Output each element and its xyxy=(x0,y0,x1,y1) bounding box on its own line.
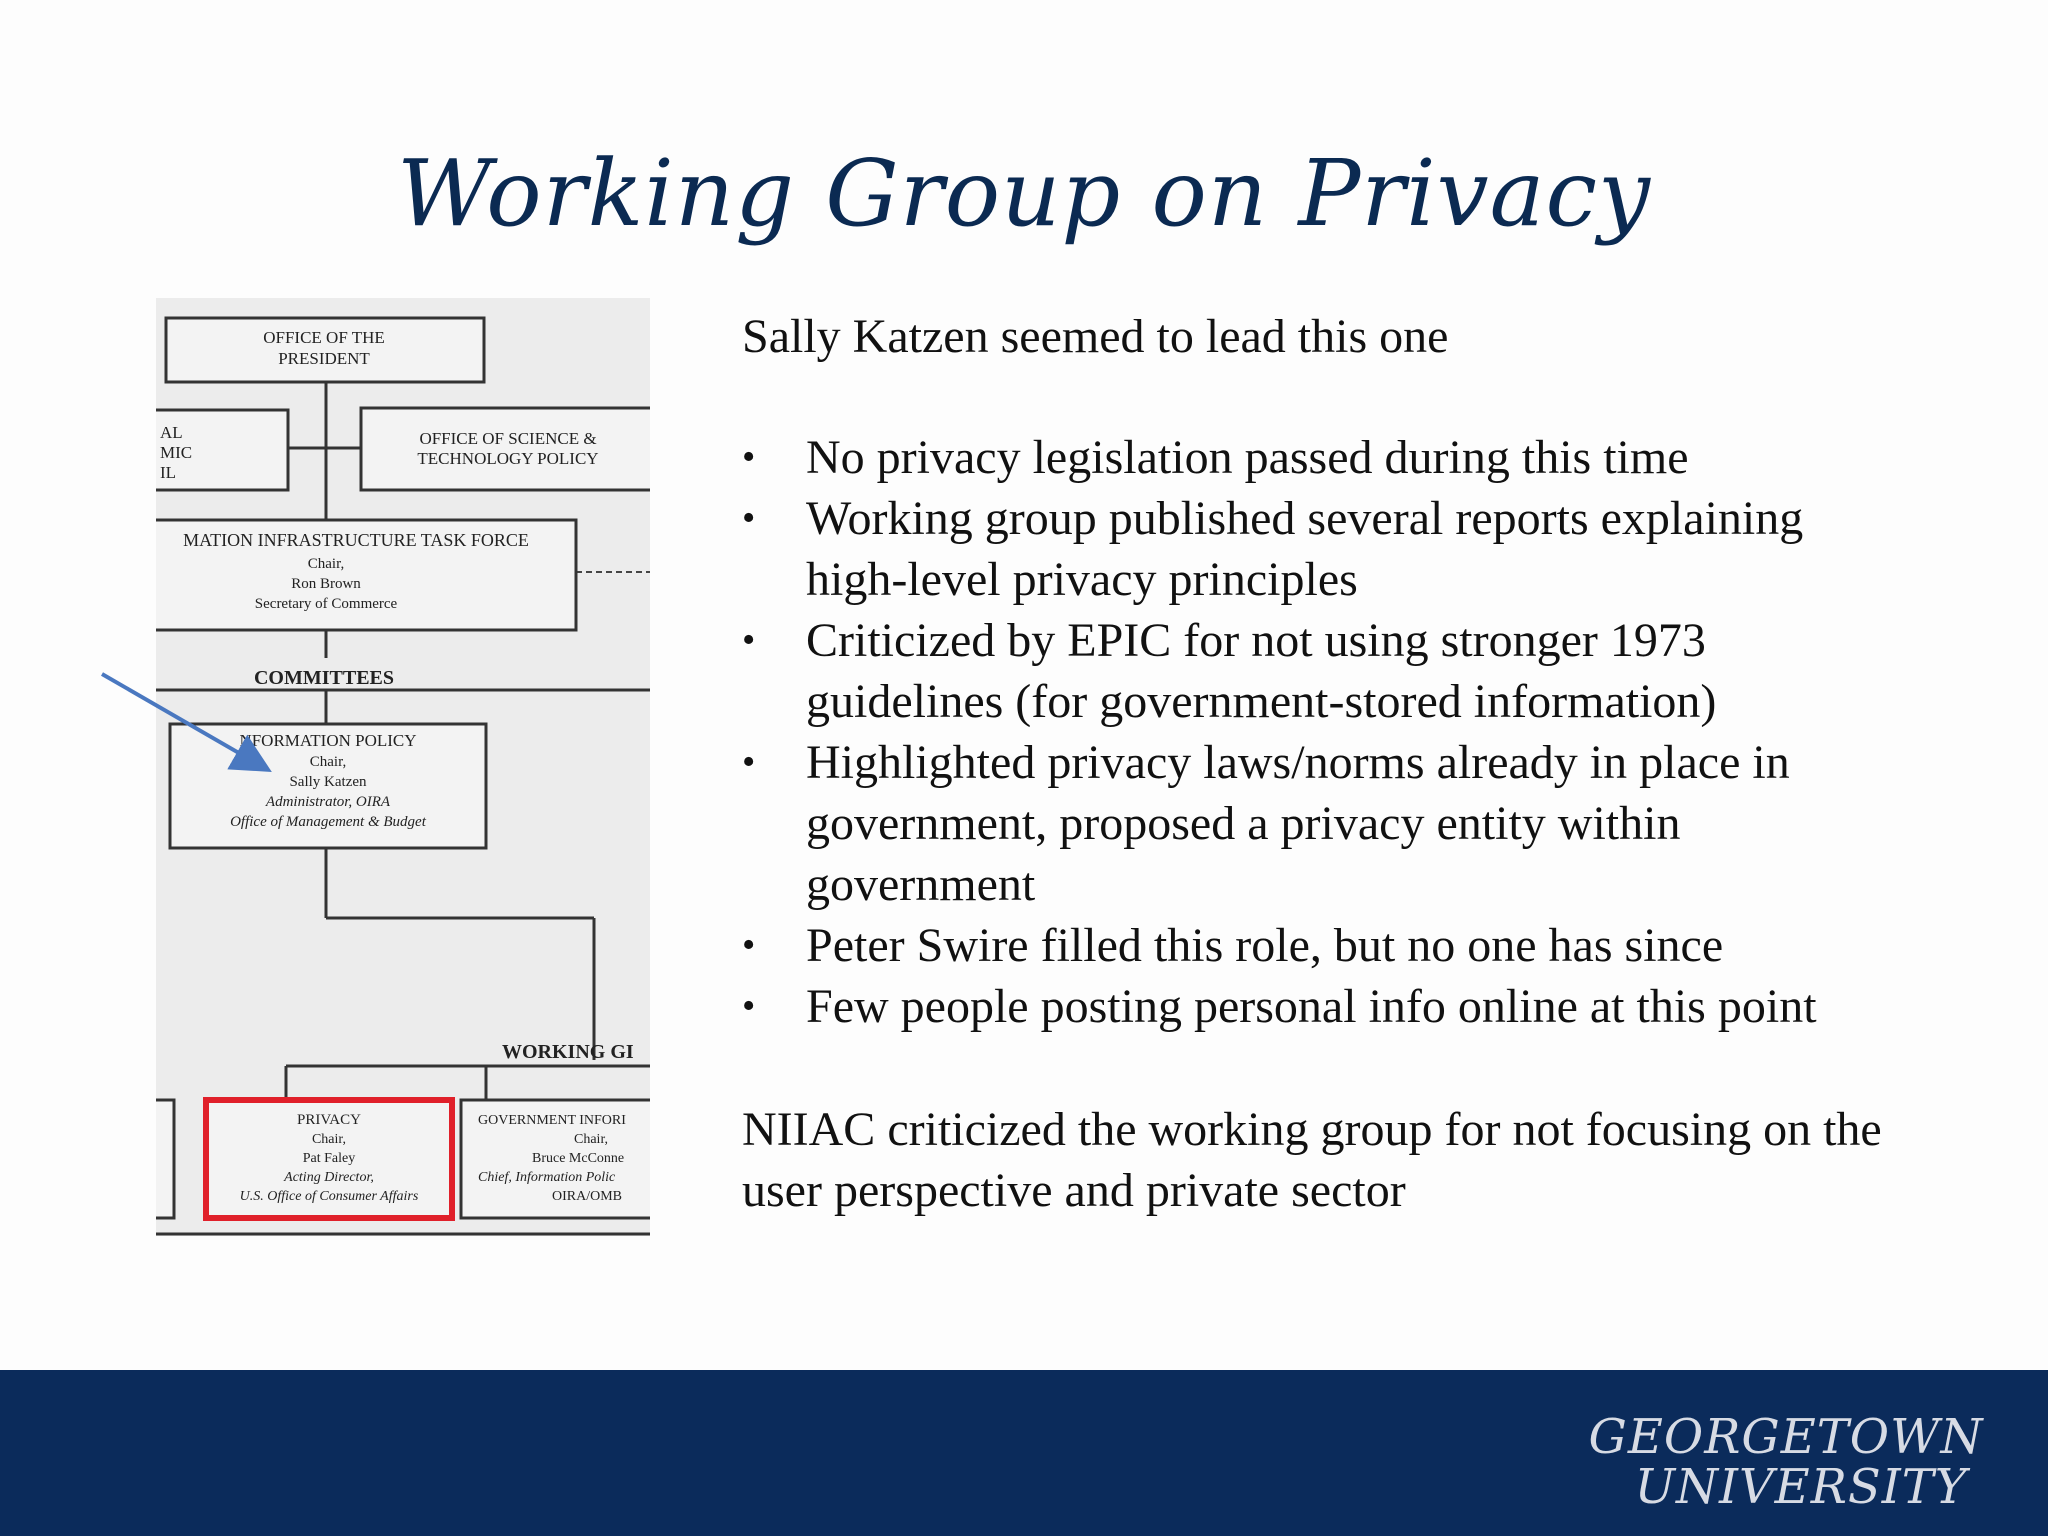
privacy-chair: Chair, xyxy=(311,1132,347,1147)
info-policy-name: Sally Katzen xyxy=(289,774,367,790)
partial-line1: AL xyxy=(160,423,183,442)
pointer-arrow-icon xyxy=(90,660,310,780)
lead-text: Sally Katzen seemed to lead this one xyxy=(742,310,1449,363)
bullet-item xyxy=(742,610,1902,732)
gov-info-title: GOVERNMENT INFORI xyxy=(478,1113,626,1128)
gov-info-chair: Chair, xyxy=(574,1132,609,1147)
privacy-title: PRIVACY xyxy=(297,1112,361,1128)
iitf-role: Secretary of Commerce xyxy=(254,596,398,612)
info-policy-title: NFORMATION POLICY xyxy=(239,731,417,750)
committees-label: COMMITTEES xyxy=(253,667,395,689)
bullet-dot: • xyxy=(742,619,756,661)
bullet-item xyxy=(742,427,1902,488)
bullet-dot: • xyxy=(742,741,756,783)
partial-line3: IL xyxy=(160,463,177,482)
bullet-item xyxy=(742,976,1902,1037)
iitf-chair: Chair, xyxy=(307,556,345,572)
footer-bar xyxy=(0,1370,2048,1536)
gov-info-org: OIRA/OMB xyxy=(552,1189,623,1204)
info-policy-org: Office of Management & Budget xyxy=(230,814,426,830)
bullet-dot: • xyxy=(742,436,756,478)
ostp-line1: OFFICE OF SCIENCE & xyxy=(419,429,597,448)
privacy-org: U.S. Office of Consumer Affairs xyxy=(239,1189,419,1204)
bullet-text: Criticized by EPIC for not using stronger 1973 guidelines (for government-stored information) xyxy=(806,614,1717,728)
gov-info-name: Bruce McConne xyxy=(532,1151,625,1166)
bullet-dot: • xyxy=(742,924,756,966)
slide-title: Working Group on Privacy xyxy=(396,140,1651,247)
bullet-text: No privacy legislation passed during this time xyxy=(806,431,1689,484)
bullet-text: Working group published several reports explaining high-level privacy principles xyxy=(806,492,1804,606)
info-policy-chair: Chair, xyxy=(309,754,347,770)
president-line1: OFFICE OF THE xyxy=(263,328,385,347)
partial-line2: MIC xyxy=(160,443,193,462)
bullet-dot: • xyxy=(742,985,756,1027)
partial-left-box xyxy=(156,1100,174,1218)
logo-line2: UNIVERSITY xyxy=(1634,1459,1968,1515)
privacy-name: Pat Faley xyxy=(302,1151,356,1166)
gov-info-role: Chief, Information Polic xyxy=(478,1170,616,1185)
bullet-text: Highlighted privacy laws/norms already in place in government, proposed a privacy entity within government xyxy=(806,736,1790,911)
closing-text: NIIAC criticized the working group for not focusing on the user perspective and private sector xyxy=(742,1103,1882,1217)
privacy-role: Acting Director, xyxy=(284,1170,374,1185)
slide-body xyxy=(742,306,1902,1269)
logo-line1: GEORGETOWN xyxy=(1588,1409,1984,1465)
bullet-item xyxy=(742,732,1902,915)
bullet-item xyxy=(742,488,1902,610)
bullet-item xyxy=(742,915,1902,976)
info-policy-role: Administrator, OIRA xyxy=(265,794,391,810)
georgetown-logo xyxy=(1586,1409,1986,1515)
working-groups-label: WORKING GI xyxy=(502,1041,634,1063)
president-line2: PRESIDENT xyxy=(278,349,370,368)
bullet-text: Few people posting personal info online at this point xyxy=(806,980,1817,1033)
bullet-text: Peter Swire filled this role, but no one has since xyxy=(806,919,1724,972)
ostp-line2: TECHNOLOGY POLICY xyxy=(417,449,599,468)
bullet-dot: • xyxy=(742,497,756,539)
iitf-name: Ron Brown xyxy=(291,576,361,592)
iitf-title: MATION INFRASTRUCTURE TASK FORCE xyxy=(183,530,529,550)
bullet-list xyxy=(742,427,1902,1037)
